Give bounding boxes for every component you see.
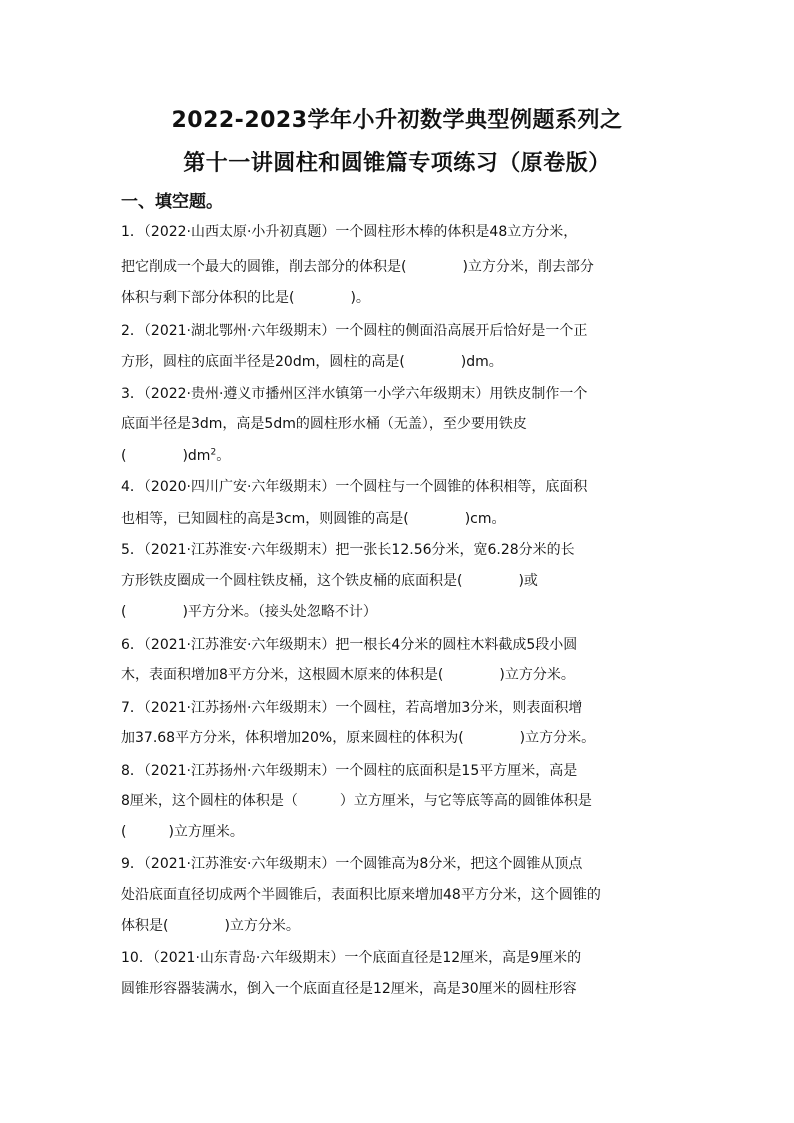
question-line: 体积与剩下部分体积的比是( )。 — [121, 290, 370, 306]
question-line: ( )立方厘米。 — [121, 824, 244, 840]
question-line: 方形，圆柱的底面半径是20dm，圆柱的高是( )dm。 — [121, 354, 503, 370]
question-line: 木，表面积增加8平方分米，这根圆木原来的体积是( )立方分米。 — [121, 667, 575, 683]
question-line: 处沿底面直径切成两个半圆锥后，表面积比原来增加48平方分米，这个圆锥的 — [121, 887, 601, 903]
question-line: 10．（2021·山东青岛·六年级期末）一个底面直径是12厘米，高是9厘米的 — [121, 950, 582, 966]
question-line: 3．（2022·贵州·遵义市播州区泮水镇第一小学六年级期末）用铁皮制作一个 — [121, 386, 588, 402]
question-line: 4．（2020·四川广安·六年级期末）一个圆柱与一个圆锥的体积相等，底面积 — [121, 479, 588, 495]
question-line: 9．（2021·江苏淮安·六年级期末）一个圆锥高为8分米，把这个圆锥从顶点 — [121, 856, 583, 872]
question-line: 8．（2021·江苏扬州·六年级期末）一个圆柱的底面积是15平方厘米，高是 — [121, 763, 578, 779]
question-line: 8厘米，这个圆柱的体积是（ ）立方厘米，与它等底等高的圆锥体积是 — [121, 793, 592, 809]
question-line: 2．（2021·湖北鄂州·六年级期末）一个圆柱的侧面沿高展开后恰好是一个正 — [121, 323, 588, 339]
question-line: 也相等，已知圆柱的高是3cm，则圆锥的高是( )cm。 — [121, 511, 506, 527]
section-heading-fill-in-blank: 一、填空题。 — [121, 192, 223, 212]
question-line-with-superscript — [121, 446, 230, 466]
question-line: 6．（2021·江苏淮安·六年级期末）把一根长4分米的圆柱木料截成5段小圆 — [121, 637, 578, 653]
document-title-line2: 第十一讲圆柱和圆锥篇专项练习（原卷版） — [183, 151, 611, 176]
question-line: 体积是( )立方分米。 — [121, 918, 300, 934]
question-line: 圆锥形容器装满水，倒入一个底面直径是12厘米，高是30厘米的圆柱形容 — [121, 981, 577, 997]
question-line-text: ( )dm — [121, 448, 211, 464]
question-line: ( )平方分米。（接头处忽略不计） — [121, 604, 377, 620]
question-line: 方形铁皮圈成一个圆柱铁皮桶，这个铁皮桶的底面积是( )或 — [121, 573, 538, 589]
question-line-tail: 。 — [216, 448, 231, 464]
document-title-line1: 2022-2023学年小升初数学典型例题系列之 — [171, 108, 623, 133]
question-line: 底面半径是3dm，高是5dm的圆柱形水桶（无盖），至少要用铁皮 — [121, 416, 527, 432]
question-line: 5．（2021·江苏淮安·六年级期末）把一张长12.56分米，宽6.28分米的长 — [121, 542, 575, 558]
question-line: 7．（2021·江苏扬州·六年级期末）一个圆柱，若高增加3分米，则表面积增 — [121, 700, 583, 716]
superscript: 2 — [210, 447, 217, 458]
question-line: 加37.68平方分米，体积增加20%，原来圆柱的体积为( )立方分米。 — [121, 730, 596, 746]
question-line: 1．（2022·山西太原·小升初真题）一个圆柱形木棒的体积是48立方分米， — [121, 224, 578, 240]
question-line: 把它削成一个最大的圆锥，削去部分的体积是( )立方分米，削去部分 — [121, 259, 594, 275]
